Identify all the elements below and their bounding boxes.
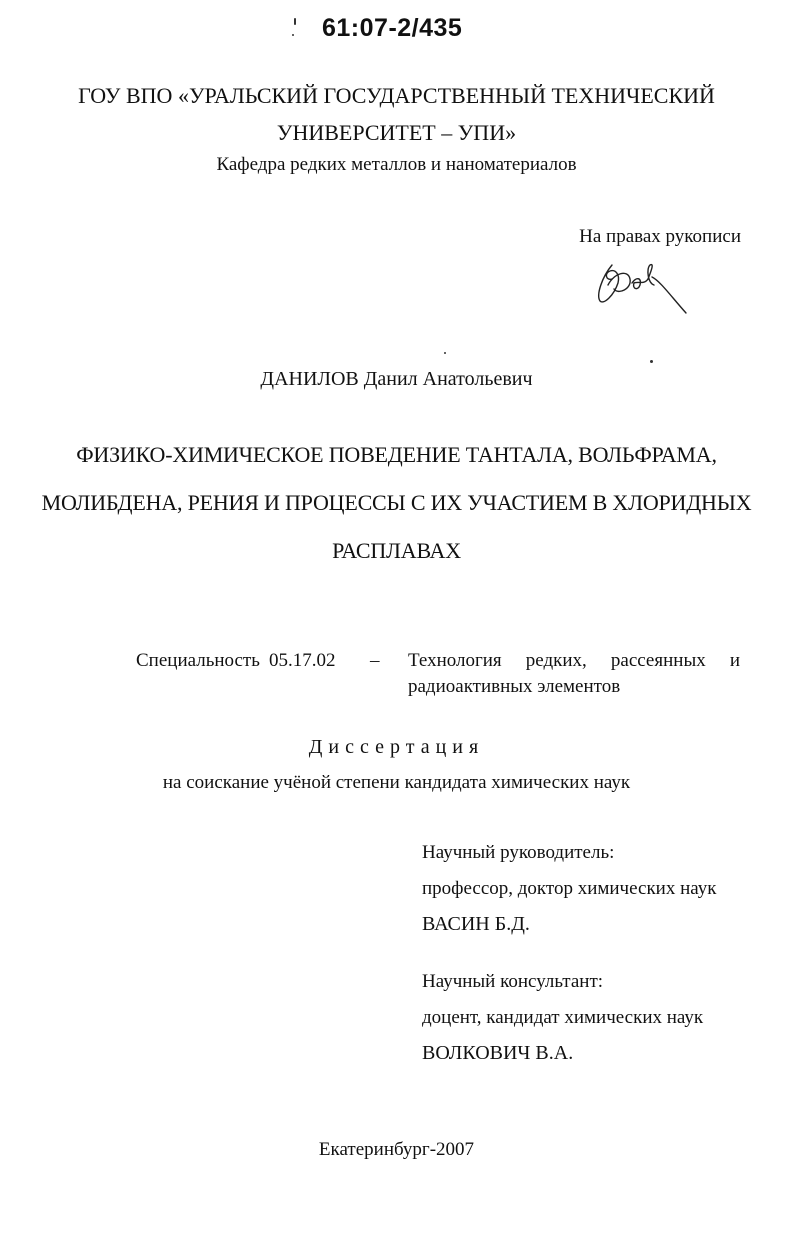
manuscript-rights: На правах рукописи <box>579 226 741 247</box>
organization-line-2: УНИВЕРСИТЕТ – УПИ» <box>276 120 517 145</box>
dissertation-title: Диссертация <box>308 736 485 758</box>
organization-header <box>0 78 793 151</box>
consultant-block <box>422 965 703 1070</box>
scan-speck <box>292 34 294 36</box>
consultant-position: доцент, кандидат химических наук <box>422 1007 704 1028</box>
specialty-label: Специальность <box>136 650 260 671</box>
specialty-code: 05.17.02 <box>269 650 336 671</box>
scan-speck <box>444 352 446 354</box>
supervisor-role: Научный руководитель: <box>422 842 615 863</box>
consultant-name: ВОЛКОВИЧ В.А. <box>422 1042 574 1064</box>
supervisor-name: ВАСИН Б.Д. <box>422 913 530 935</box>
thesis-title-line-1: ФИЗИКО-ХИМИЧЕСКОЕ ПОВЕДЕНИЕ ТАНТАЛА, ВОЛЬФРАМА, <box>76 442 717 467</box>
organization-line-1: ГОУ ВПО «УРАЛЬСКИЙ ГОСУДАРСТВЕННЫЙ ТЕХНИЧЕСКИЙ <box>78 83 715 108</box>
supervisor-block <box>422 836 716 941</box>
author-name: ДАНИЛОВ Данил Анатольевич <box>260 368 533 390</box>
consultant-role: Научный консультант: <box>422 971 604 992</box>
scan-speck <box>650 360 653 363</box>
city-year: Екатеринбург-2007 <box>318 1139 475 1160</box>
scan-speck <box>294 18 296 25</box>
specialty-field-continued: радиоактивных элементов <box>408 676 621 697</box>
department: Кафедра редких металлов и наноматериалов <box>216 154 577 175</box>
specialty-dash: – <box>370 650 380 671</box>
dissertation-subtitle: на соискание учёной степени кандидата химических наук <box>162 772 631 793</box>
author-signature <box>594 255 694 317</box>
archive-stamp: 61:07-2/435 <box>322 14 463 42</box>
thesis-title-line-2: МОЛИБДЕНА, РЕНИЯ И ПРОЦЕССЫ С ИХ УЧАСТИЕМ В ХЛОРИДНЫХ <box>41 490 752 515</box>
supervisor-position: профессор, доктор химических наук <box>422 878 717 899</box>
thesis-title-line-3: РАСПЛАВАХ <box>332 538 461 563</box>
specialty-field: Технология редких, рассеянных и <box>408 650 740 671</box>
